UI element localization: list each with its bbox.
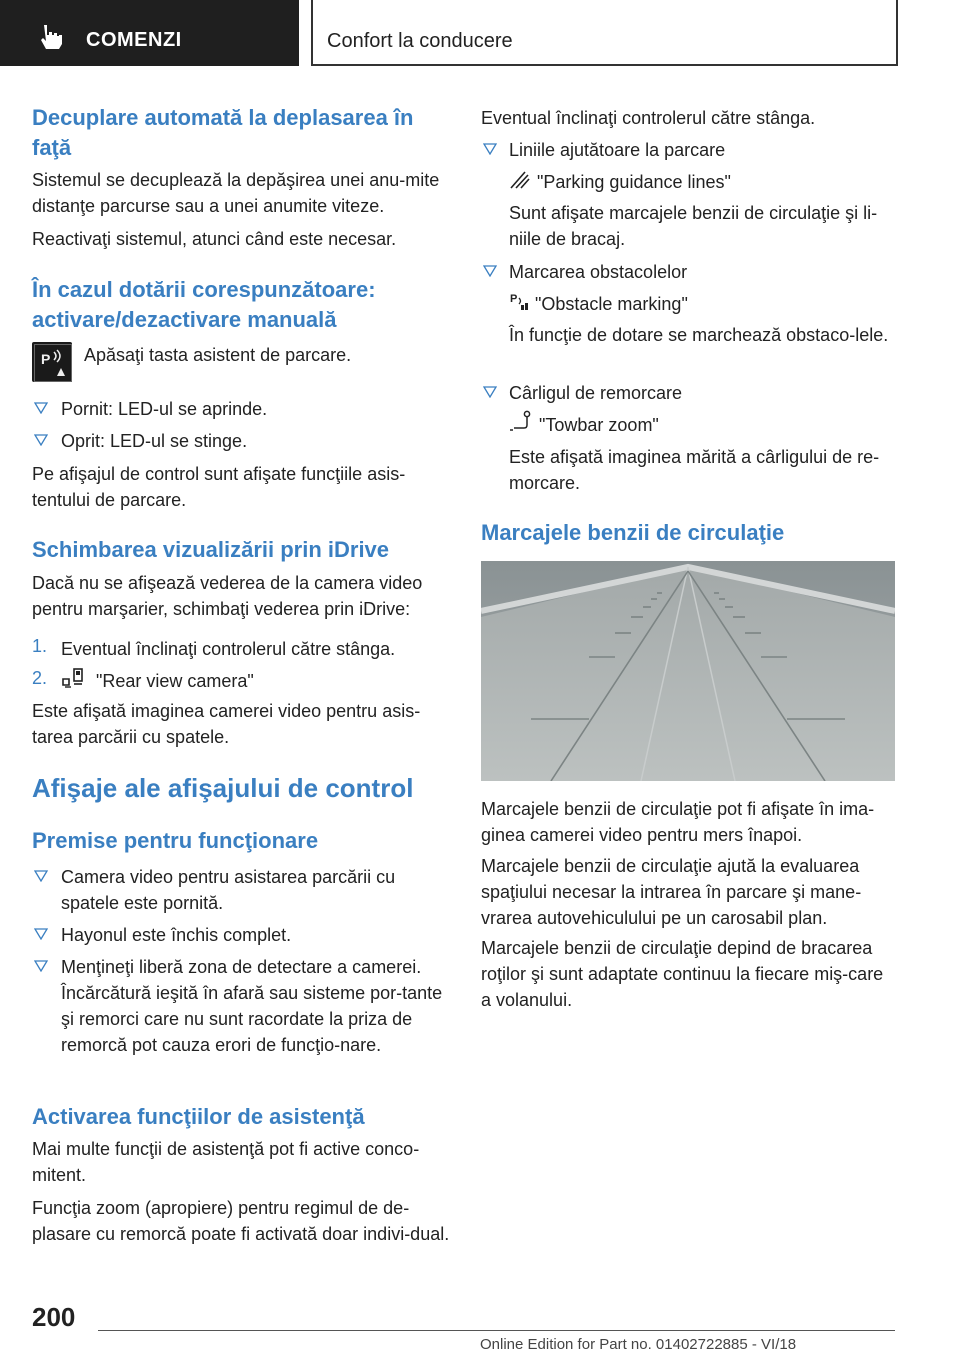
park-assist-button-icon: [32, 342, 72, 382]
list-item-camera: Camera video pentru asistarea parcării cu spatele este pornită.: [61, 867, 396, 913]
bullet-triangle-icon: [34, 434, 48, 446]
lane-markings-figure: [481, 561, 895, 781]
step-number-2: 2.: [32, 668, 48, 688]
section-tab-label: COMENZI: [86, 29, 182, 51]
parking-guidance-lines-icon: [509, 168, 531, 190]
obstacole-description: În funcţie de dotare se marchează obstaco-lele.: [509, 325, 889, 345]
heading-idrive: Schimbarea vizualizării prin iDrive: [32, 537, 390, 562]
paragraph-imagine: Este afişată imaginea camerei video pentru asis-tarea parcării cu spatele.: [32, 701, 421, 747]
svg-text:P: P: [41, 351, 51, 367]
paragraph-decuplare-1: Sistemul se decuplează la depăşirea unei anu-mite distanţe parcurse sau a unei anumite viteze.: [32, 170, 440, 216]
heading-decuplare: Decuplare automată la deplasarea în faţă: [32, 105, 414, 160]
heading-premise: Premise pentru funcţionare: [32, 828, 319, 853]
svg-text:P: P: [510, 293, 518, 305]
chapter-tab-label: Confort la conducere: [327, 30, 513, 52]
heading-manual-activation: În cazul dotării corespunzătoare: activare/dezactivare manuală: [32, 277, 376, 332]
paragraph-multe: Mai multe funcţii de asistenţă pot fi active conco-mitent.: [32, 1139, 420, 1185]
bullet-triangle-icon: [483, 143, 497, 155]
carlig-menu-label: "Towbar zoom": [539, 415, 659, 435]
list-item-zona: Menţineţi liberă zona de detectare a camerei. Încărcătură ieşită în afară sau sisteme por-tante şi remorci care nu sunt racordate la priza de remorcă pot cauza erori de funcţio-nare.: [61, 957, 443, 1055]
list-item-oprit: Oprit: LED-ul se stinge.: [61, 431, 248, 451]
list-item-hayon: Hayonul este închis complet.: [61, 925, 292, 945]
heading-activarea: Activarea funcţiilor de asistenţă: [32, 1104, 365, 1129]
section-tab-comenzi[interactable]: [0, 0, 299, 66]
page-header: [0, 0, 960, 66]
bullet-triangle-icon: [483, 265, 497, 277]
carlig-description: Este afişată imaginea mărită a cârligului de re-morcare.: [509, 447, 880, 493]
paragraph-afisaj: Pe afişajul de control sunt afişate funcţiile asis-tentului de parcare.: [32, 464, 406, 510]
list-item-obstacole: Marcarea obstacolelor: [509, 262, 688, 282]
paragraph-marcaje-3: Marcajele benzii de circulaţie depind de bracarea roţilor şi sunt adaptate continuu la fiecare miş-care a volanului.: [481, 938, 884, 1010]
paragraph-marcaje-2: Marcajele benzii de circulaţie ajută la evaluarea spaţiului necesar la intrarea în parcare şi mane-vrarea autovehiculului pe un carosabil plan.: [481, 856, 862, 928]
rear-view-camera-icon: [61, 667, 87, 691]
chapter-tab: [311, 0, 898, 66]
paragraph-eventual: Eventual înclinaţi controlerul către stânga.: [481, 108, 816, 128]
bullet-triangle-icon: [483, 386, 497, 398]
list-item-carlig: Cârligul de remorcare: [509, 383, 683, 403]
paragraph-decuplare-2: Reactivaţi sistemul, atunci când este necesar.: [32, 229, 397, 249]
paragraph-marcaje-1: Marcajele benzii de circulaţie pot fi afişate în ima-ginea camerei video pentru mers înapoi.: [481, 799, 875, 845]
bullet-triangle-icon: [34, 402, 48, 414]
obstacole-menu-label: "Obstacle marking": [535, 294, 688, 314]
hand-pointer-icon: [38, 23, 66, 49]
heading-afisaje: Afişaje ale afişajului de control: [32, 773, 414, 803]
towbar-zoom-icon: [509, 410, 533, 432]
bullet-triangle-icon: [34, 928, 48, 940]
list-item-pornit: Pornit: LED-ul se aprinde.: [61, 399, 268, 419]
paragraph-apasati: Apăsaţi tasta asistent de parcare.: [84, 345, 352, 365]
heading-marcaje: Marcajele benzii de circulaţie: [481, 520, 785, 545]
footer-divider: [98, 1330, 895, 1331]
step-number-1: 1.: [32, 636, 48, 656]
bullet-triangle-icon: [34, 870, 48, 882]
obstacle-marking-icon: [509, 290, 529, 312]
bullet-triangle-icon: [34, 960, 48, 972]
paragraph-idrive: Dacă nu se afişează vederea de la camera video pentru marşarier, schimbaţi vederea prin iDrive:: [32, 573, 423, 619]
list-item-linii: Liniile ajutătoare la parcare: [509, 140, 726, 160]
page-number: 200: [32, 1302, 76, 1332]
linii-menu-label: "Parking guidance lines": [537, 172, 731, 192]
step-2-text: "Rear view camera": [96, 671, 254, 691]
linii-description: Sunt afişate marcajele benzii de circulaţie şi li-niile de bracaj.: [509, 203, 878, 249]
footer-edition: Online Edition for Part no. 01402722885 - VI/18: [480, 1336, 797, 1353]
paragraph-zoom: Funcţia zoom (apropiere) pentru regimul de de-plasare cu remorcă poate fi activată doar indivi-dual.: [32, 1198, 450, 1244]
step-1-text: Eventual înclinaţi controlerul către stânga.: [61, 639, 396, 659]
